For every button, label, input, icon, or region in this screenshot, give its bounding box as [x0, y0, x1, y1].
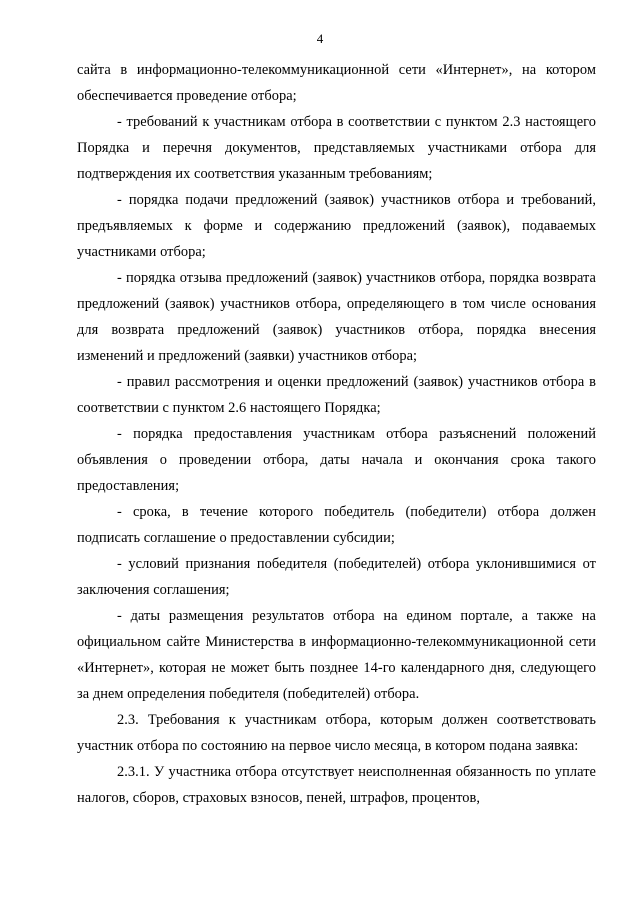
paragraph: - порядка отзыва предложений (заявок) участников отбора, порядка возврата предложений (заявок) участников отбора, определяющего в том числе основания для возврата предложений (заявок) участников отбора, порядка внесения изменений и предложений (заявки) участников отбора; [77, 270, 596, 364]
paragraph: сайта в информационно-телекоммуникационной сети «Интернет», на котором обеспечивается проведение отбора; [77, 62, 596, 104]
paragraph: - порядка предоставления участникам отбора разъяснений положений объявления о проведении отбора, даты начала и окончания срока такого предоставления; [77, 426, 596, 494]
paragraph: - порядка подачи предложений (заявок) участников отбора и требований, предъявляемых к форме и содержанию предложений (заявок), подаваемых участниками отбора; [77, 192, 596, 260]
paragraph: - срока, в течение которого победитель (победители) отбора должен подписать соглашение о предоставлении субсидии; [77, 504, 596, 546]
page-number: 4 [316, 31, 324, 46]
paragraph: - условий признания победителя (победителей) отбора уклонившимися от заключения соглашения; [77, 556, 596, 598]
paragraph: - требований к участникам отбора в соответствии с пунктом 2.3 настоящего Порядка и перечня документов, представляемых участниками отбора для подтверждения их соответствия указанным требованиям; [77, 114, 596, 182]
paragraph: - правил рассмотрения и оценки предложений (заявок) участников отбора в соответствии с пунктом 2.6 настоящего Порядка; [77, 374, 596, 416]
document-body [77, 57, 596, 811]
paragraph: 2.3.1. У участника отбора отсутствует неисполненная обязанность по уплате налогов, сборов, страховых взносов, пеней, штрафов, процентов, [77, 764, 596, 806]
paragraph: 2.3. Требования к участникам отбора, которым должен соответствовать участник отбора по состоянию на первое число месяца, в котором подана заявка: [77, 712, 596, 754]
paragraph: - даты размещения результатов отбора на едином портале, а также на официальном сайте Министерства в информационно-телекоммуникационной сети «Интернет», которая не может быть позднее 14-го календарного дня, следующего за днем определения победителя (победителей) отбора. [77, 608, 596, 702]
